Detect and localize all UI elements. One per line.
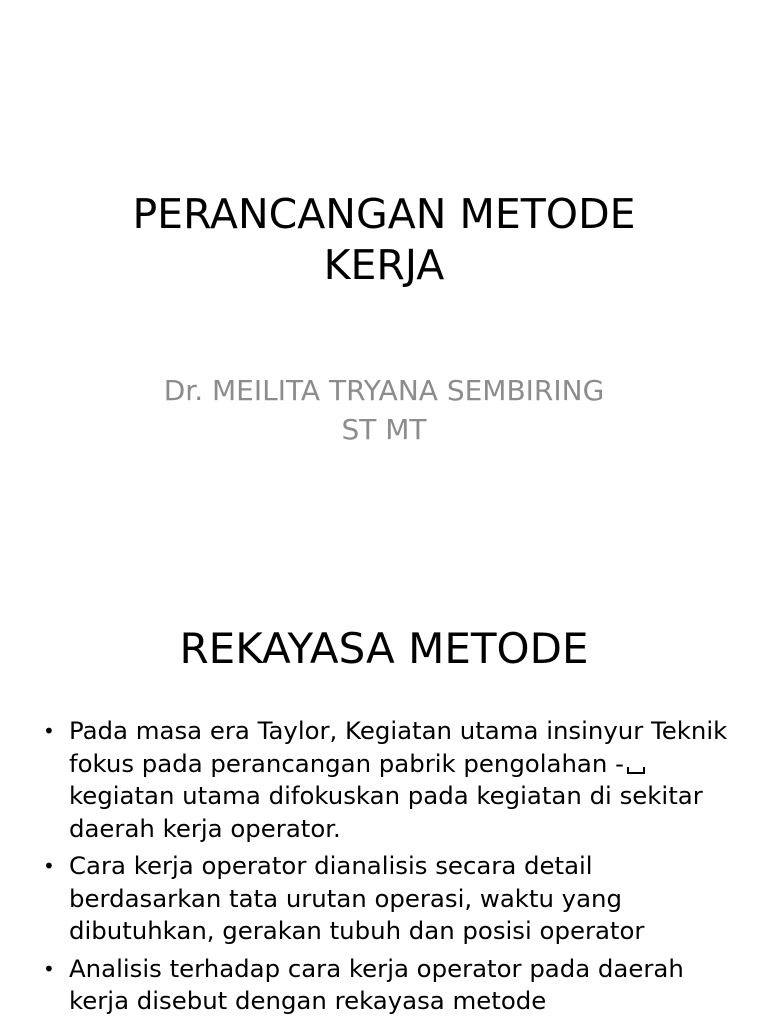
presentation-title-line-2: KERJA (323, 241, 445, 289)
slide-title: REKAYASA METODE (179, 624, 589, 673)
bullet-icon: • (43, 854, 55, 878)
author-name: Dr. MEILITA TRYANA SEMBIRING (163, 374, 605, 407)
bullet-text-before: Pada masa era Taylor, Kegiatan utama insinyur Teknik fokus pada perancangan pabrik pengolahan - (69, 716, 728, 778)
missing-glyph-icon (627, 767, 645, 774)
presentation-subtitle (80, 371, 688, 449)
presentation-title-line-1: PERANCANGAN METODE (132, 190, 636, 238)
bullet-text: Cara kerja operator dianalisis secara detail berdasarkan tata urutan operasi, waktu yang dibutuhkan, gerakan tubuh dan posisi operator (69, 851, 645, 945)
bullet-item (40, 715, 730, 845)
bullet-text-after: kegiatan utama difokuskan pada kegiatan di sekitar daerah kerja operator. (69, 781, 703, 843)
presentation-title (40, 189, 728, 291)
bullet-list (40, 715, 730, 1023)
bullet-item (40, 953, 730, 1018)
bullet-icon: • (43, 719, 55, 743)
bullet-icon: • (43, 956, 55, 981)
content-slide (0, 576, 768, 1024)
author-degree: ST MT (341, 413, 427, 446)
bullet-item (40, 850, 730, 948)
bullet-text: Analisis terhadap cara kerja operator pada daerah kerja disebut dengan rekayasa metode (69, 953, 684, 1015)
